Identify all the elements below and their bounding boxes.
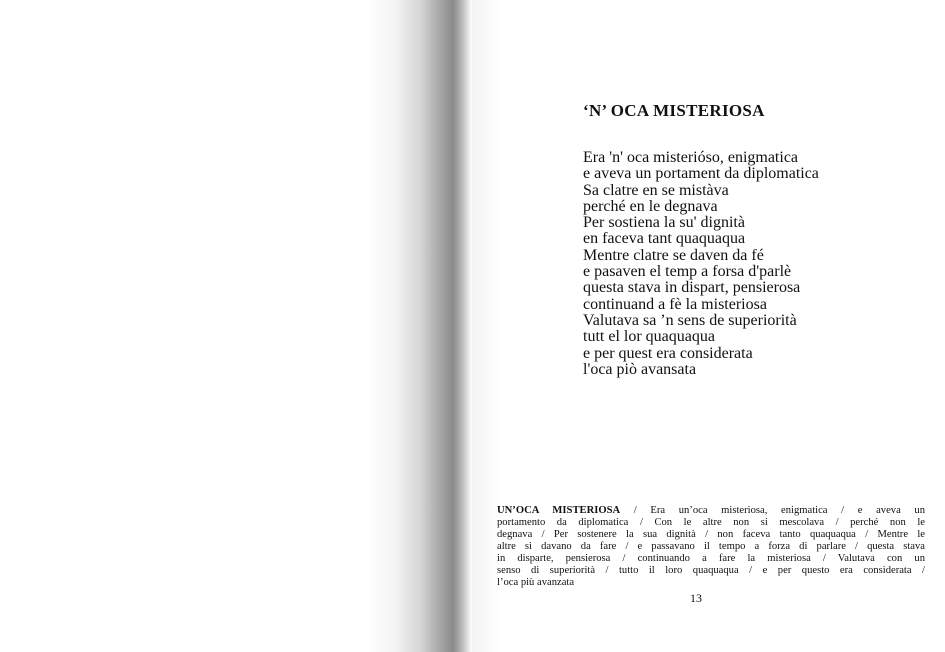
translation-line: in disparte, pensierosa / continuando a fare la misteriosa / Valutava con un xyxy=(497,553,925,564)
poem-line: questa stava in dispart, pensierosa xyxy=(583,279,801,297)
translation-line: portamento da diplomatica / Con le altre non si mescolava / perché non le xyxy=(497,517,925,528)
poem-title: ‘N’ OCA MISTERIOSA xyxy=(583,101,765,120)
poem-line: perché en le degnava xyxy=(583,197,718,215)
poem-body xyxy=(583,150,819,378)
translation-line: senso di superiorità / tutto il loro quaquaqua / e per questo era considerata / xyxy=(497,565,925,576)
poem-line: e aveva un portament da diplomatica xyxy=(583,165,819,183)
poem-line: Era 'n' oca misterióso, enigmatica xyxy=(583,149,799,166)
poem-line: e pasaven el temp a forsa d'parlè xyxy=(583,263,792,281)
poem-line: Valutava sa ’n sens de superiorità xyxy=(583,311,797,329)
poem-line: e per quest era considerata xyxy=(583,344,753,362)
poem-line: en faceva tant quaquaqua xyxy=(583,230,746,248)
translation-lead-title: UN’OCA MISTERIOSA xyxy=(497,505,621,516)
poem-line: Mentre clatre se daven da fé xyxy=(583,246,764,264)
poem-line: l'oca piò avansata xyxy=(583,360,697,378)
poem-line: Per sostiena la su' dignità xyxy=(583,214,745,232)
translation-line: degnava / Per sostenere la sua dignità / non faceva tanto quaquaqua / Mentre le xyxy=(497,529,925,540)
translation-line: / Era un’oca misteriosa, enigmatica / e aveva un xyxy=(620,505,926,516)
poem-line: continuand a fè la misteriosa xyxy=(583,295,767,313)
page-number: 13 xyxy=(690,591,702,605)
left-page-blank xyxy=(0,0,472,652)
translation-line: altre si davano da fare / e passavano il tempo a forza di parlare / questa stava xyxy=(497,541,925,552)
translation-line: l’oca più avanzata xyxy=(497,577,575,588)
translation-line-first xyxy=(497,505,925,517)
translation-footnote xyxy=(497,505,925,589)
poem-line: tutt el lor quaquaqua xyxy=(583,328,715,346)
poem-line: Sa clatre en se mistàva xyxy=(583,181,729,199)
